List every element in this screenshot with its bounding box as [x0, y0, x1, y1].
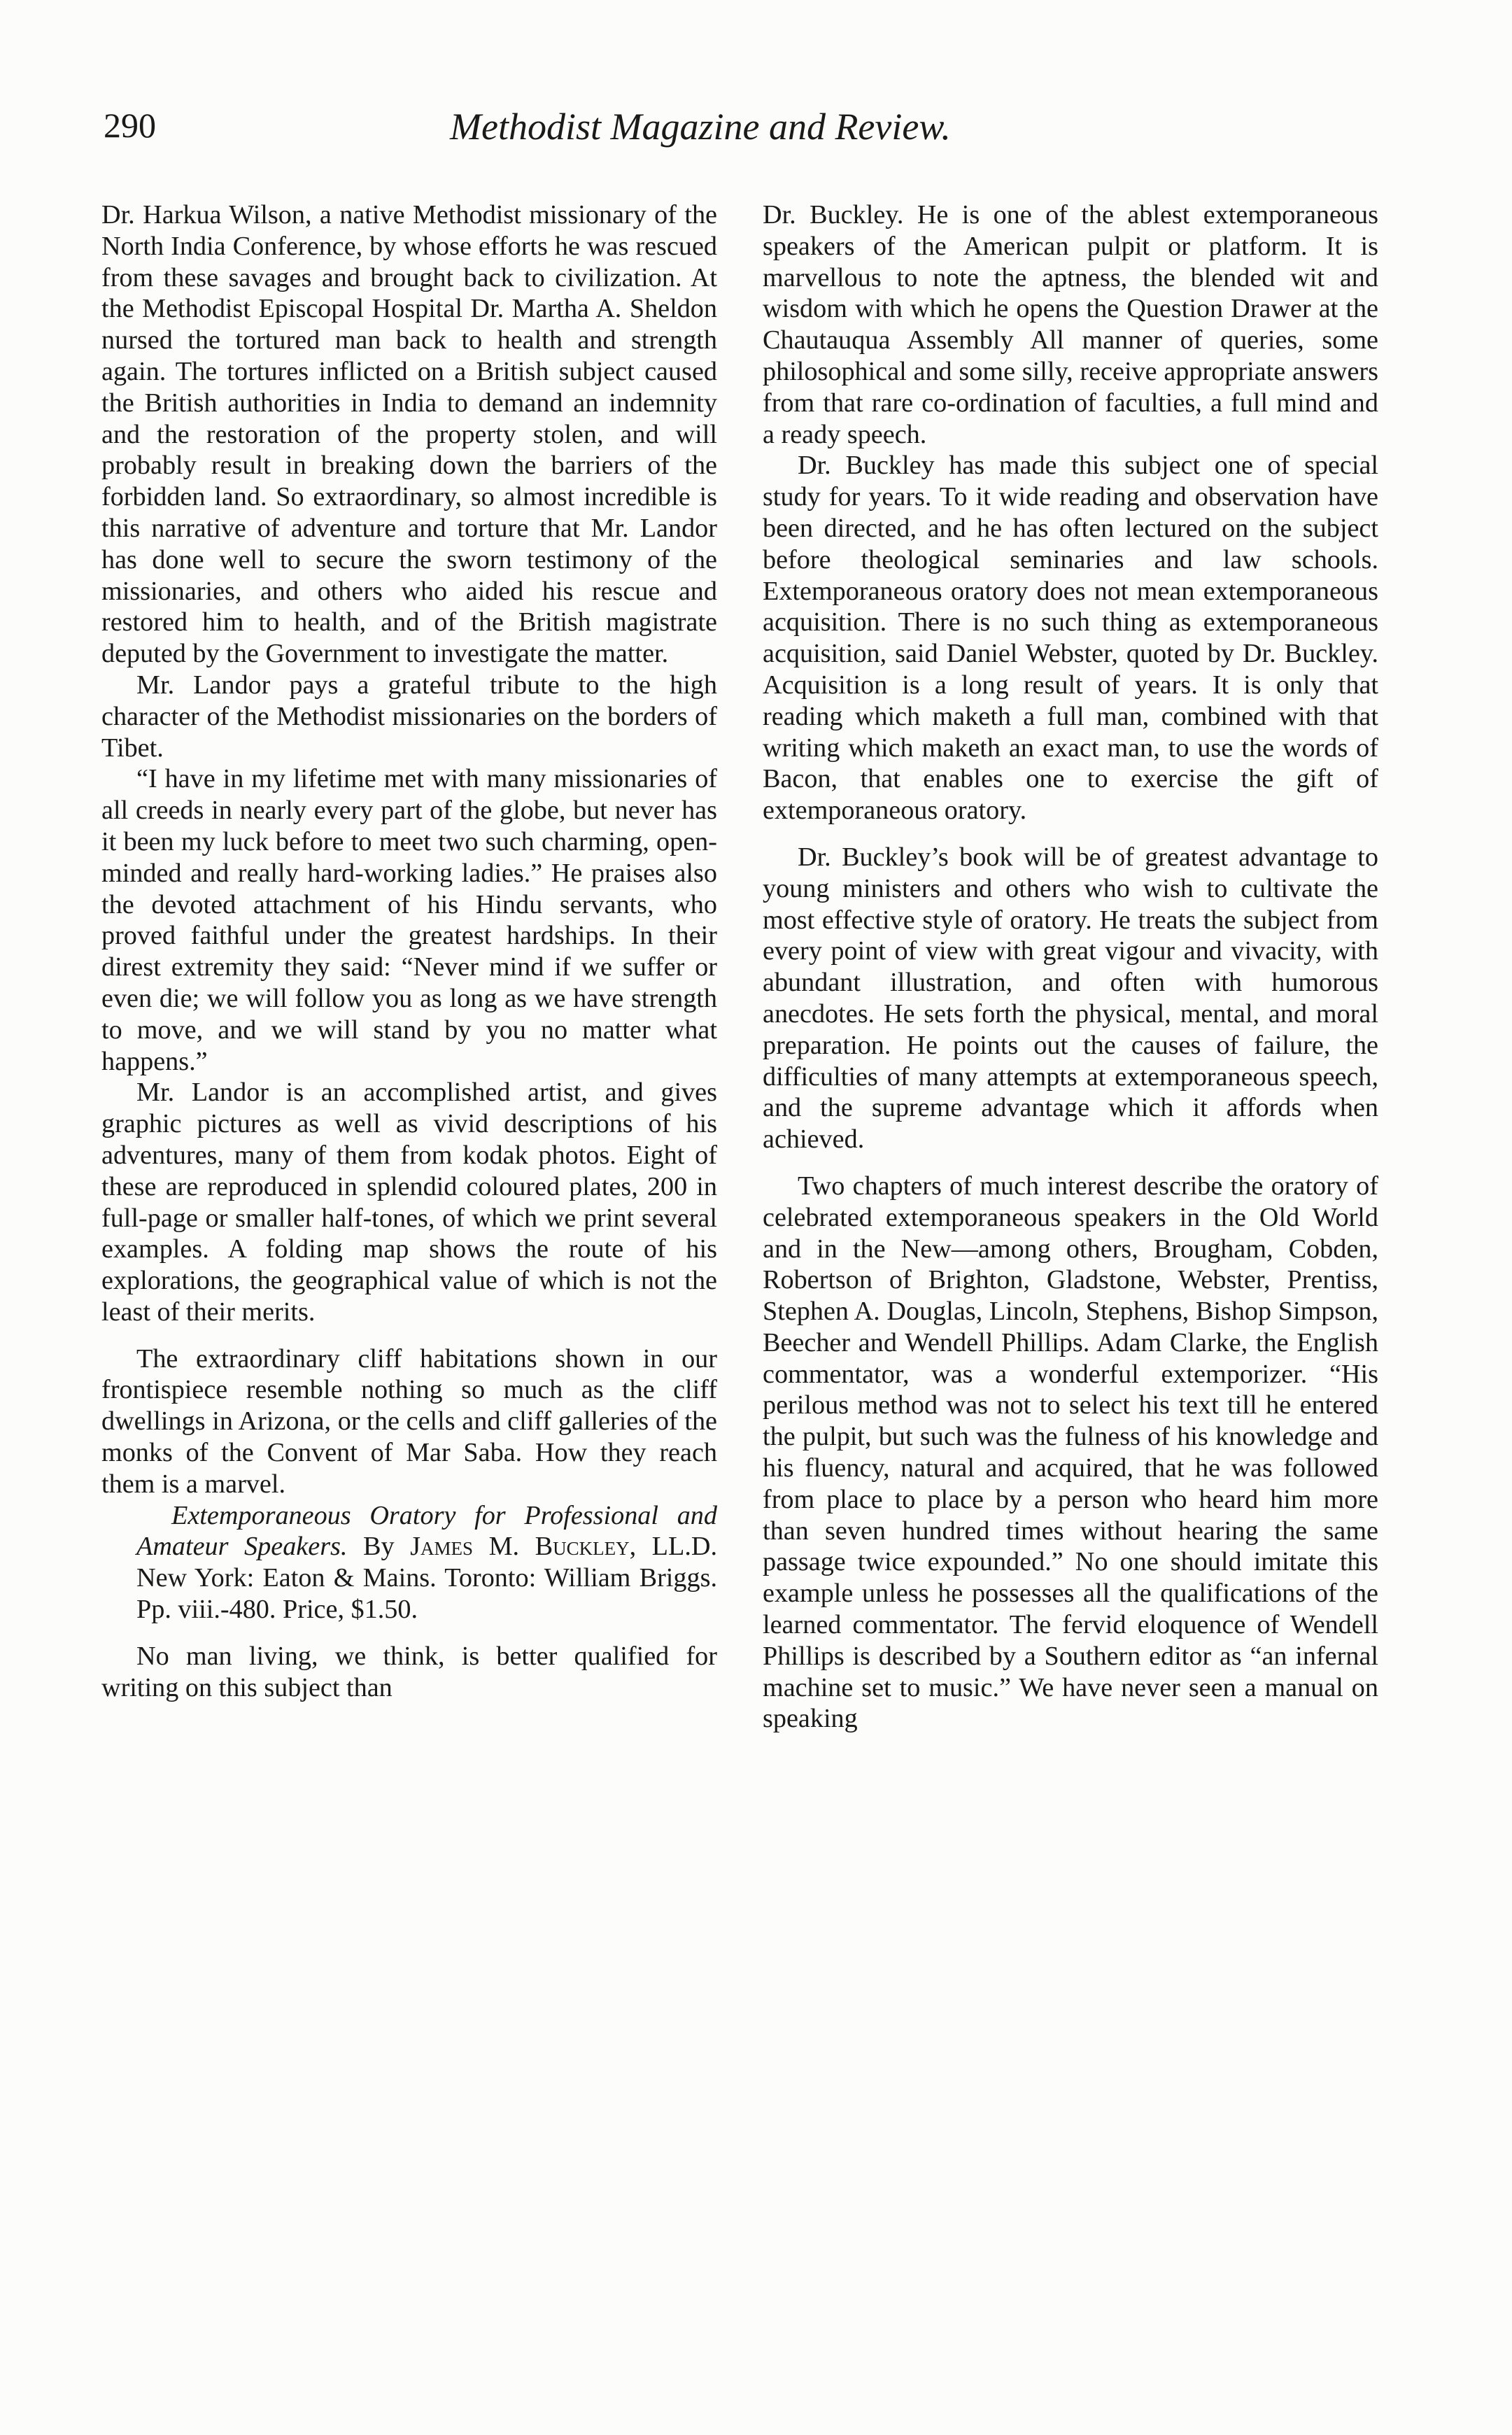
book-review-heading [101, 1500, 717, 1625]
page-number: 290 [104, 106, 156, 145]
paragraph: Dr. Buckley’s book will be of greatest advantage to young ministers and others who wish to cultivate the most effective style of oratory. He treats the subject from every point of view with great vigour and vivacity, with abundant illustration, and often with humorous anecdotes. He sets forth the physical, mental, and moral preparation. He points out the causes of failure, the difficulties of many attempts at extemporaneous speech, and the supreme advantage which it affords when achieved. [763, 842, 1378, 1155]
paragraph: Dr. Buckley. He is one of the ablest extemporaneous speakers of the American pulpit or platform. It is marvellous to note the aptness, the blended wit and wisdom with which he opens the Question Drawer at the Chautauqua Assembly All manner of queries, some philosophical and some silly, receive appropriate answers from that rare co-ordination of faculties, a full mind and a ready speech. [763, 200, 1378, 449]
running-title: Methodist Magazine and Review. [450, 106, 951, 148]
paragraph: The extraordinary cliff habitations shown in our frontispiece resemble nothing so much as the cliff dwellings in Arizona, or the cells and cliff galleries of the monks of the Convent of Mar Saba. How they reach them is a marvel. [101, 1343, 717, 1499]
book-publisher: New York: Eaton & Mains. Toronto: William Briggs. Pp. viii.-480. Price, $1.50. [136, 1563, 717, 1625]
paragraph: No man living, we think, is better qualified for writing on this subject than [101, 1641, 717, 1702]
paragraph: Mr. Landor pays a grateful tribute to the high character of the Methodist missionaries on the borders of Tibet. [101, 670, 717, 763]
paragraph: Two chapters of much interest describe the oratory of celebrated extemporaneous speakers in the Old World and in the New—among others, Brougham, Cobden, Robertson of Brighton, Gladstone, Webster, Prentiss, Stephen A. Douglas, Lincoln, Stephens, Bishop Simpson, Beecher and Wendell Phillips. Adam Clarke, the English commentator, was a wonderful extemporizer. “His perilous method was not to select his text till he entered the pulpit, but such was the fulness of his knowledge and his fluency, natural and acquired, that he was followed from place to place by a person who heard him more than seven hundred times without hearing the same passage twice expounded.” No one should imitate this example unless he possesses all the qualifications of the learned commentator. The fervid eloquence of Wendell Phillips is described by a Southern editor as “an infernal machine set to music.” We have never seen a manual on speaking [763, 1171, 1378, 1734]
paragraph: “I have in my lifetime met with many missionaries of all creeds in nearly every part of the globe, but never has it been my luck before to meet two such charming, open-minded and really hard-working ladies.” He praises also the devoted attachment of his Hindu servants, who proved faithful under the greatest hardships. In their direst extremity they said: “Never mind if we suffer or even die; we will follow you as long as we have strength to move, and we will stand by you no matter what happens.” [101, 764, 717, 1076]
book-author: James M. Buckley, LL.D. [410, 1532, 717, 1562]
running-header [104, 105, 1391, 161]
paragraph: Dr. Buckley has made this subject one of special study for years. To it wide reading and observation have been directed, and he has often lectured on the subject before theological seminaries and law schools. Extemporaneous oratory does not mean extemporaneous acquisition. There is no such thing as extemporaneous acquisition, said Daniel Webster, quoted by Dr. Buckley. Acquisition is a long result of years. It is only that reading which maketh a full man, combined with that writing which maketh an exact man, to use the words of Bacon, that enables one to exercise the gift of extemporaneous oratory. [763, 451, 1378, 826]
book-title: Extemporaneous Oratory for Professional and Amateur Speakers. [136, 1500, 717, 1562]
right-column [763, 199, 1378, 1735]
left-column [101, 199, 717, 1703]
paragraph: Mr. Landor is an accomplished artist, and gives graphic pictures as well as vivid descriptions of his adventures, many of them from kodak photos. Eight of these are reproduced in splendid coloured plates, 200 in full-page or smaller half-tones, of which we print several examples. A folding map shows the route of his explorations, the geographical value of which is not the least of their merits. [101, 1078, 717, 1327]
by-word: By [363, 1532, 395, 1562]
paragraph: Dr. Harkua Wilson, a native Methodist missionary of the North India Conference, by whose efforts he was rescued from these savages and brought back to civilization. At the Methodist Episcopal Hospital Dr. Martha A. Sheldon nursed the tortured man back to health and strength again. The tortures inflicted on a British subject caused the British authorities in India to demand an indemnity and the restoration of the property stolen, and will probably result in breaking down the barriers of the forbidden land. So extraordinary, so almost incredible is this narrative of adventure and torture that Mr. Landor has done well to secure the sworn testimony of the missionaries, and others who aided his rescue and restored him to health, and of the British magistrate deputed by the Government to investigate the matter. [101, 200, 717, 669]
